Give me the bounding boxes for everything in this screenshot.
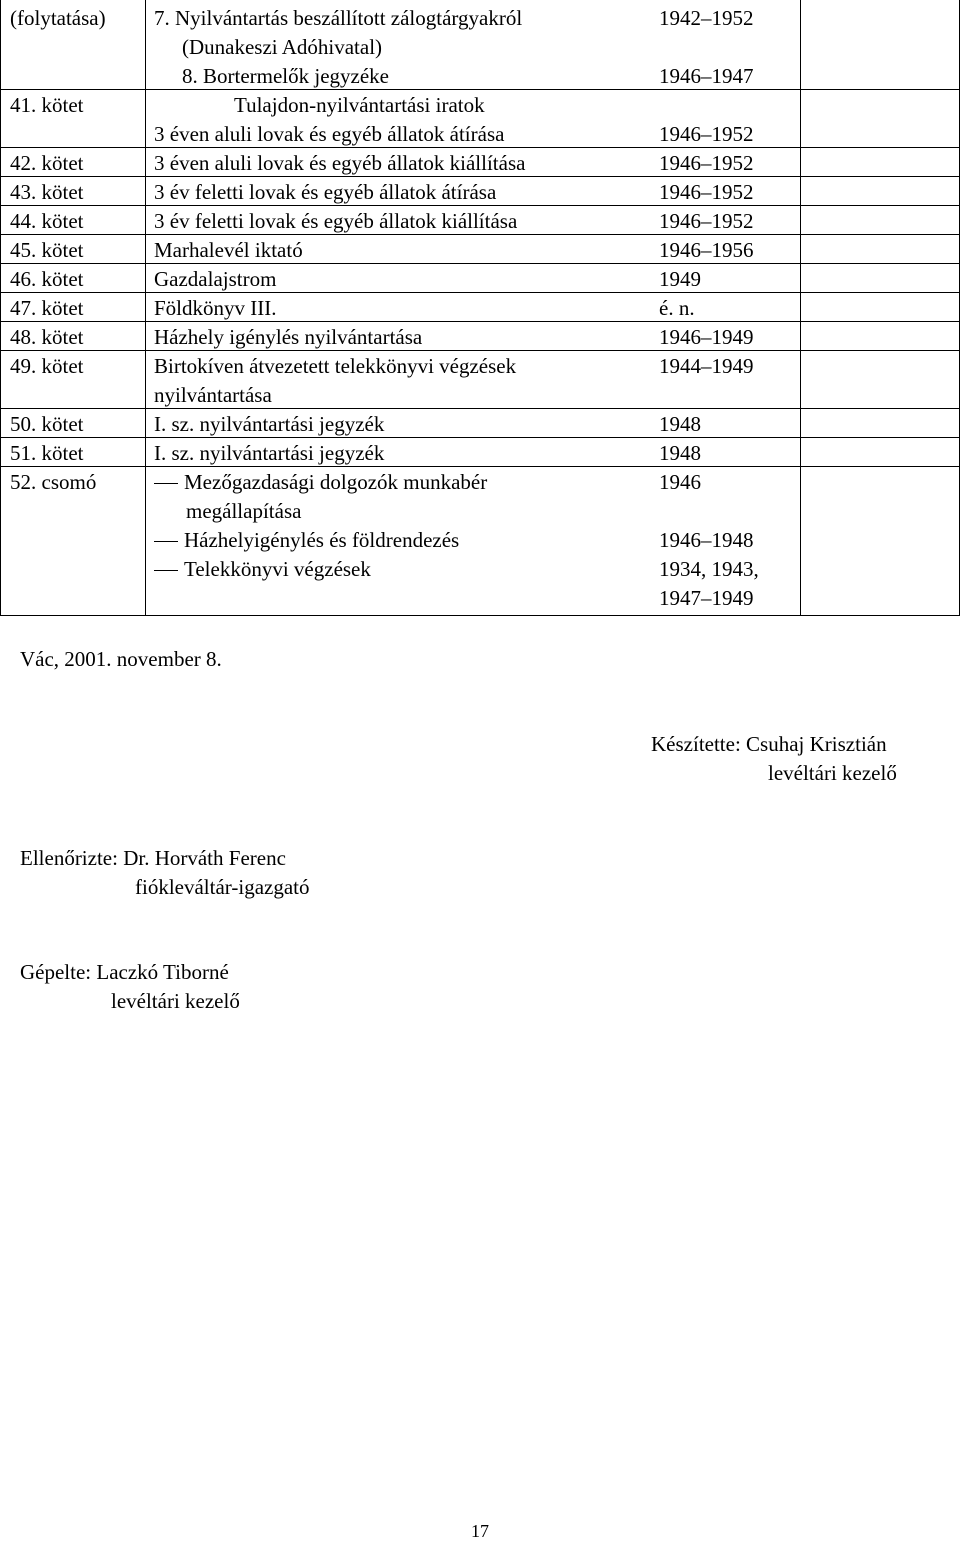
- description-text: Mezőgazdasági dolgozók munkabér: [184, 470, 488, 494]
- date-range: 1946–1952: [659, 151, 754, 175]
- page-number: 17: [471, 1521, 489, 1541]
- description-line: [154, 178, 496, 207]
- description-text: 3 év feletti lovak és egyéb állatok átírása: [154, 180, 497, 204]
- volume-id: 51. kötet: [10, 441, 84, 465]
- date-range: 1946–1952: [659, 180, 754, 204]
- volume-id: 42. kötet: [10, 151, 84, 175]
- date-range: 1947–1949: [659, 586, 754, 610]
- row-divider: [0, 205, 960, 206]
- date-range: 1946–1947: [659, 64, 754, 88]
- description-text: Birtokíven átvezetett telekkönyvi végzések: [154, 354, 517, 378]
- description-line: [154, 207, 517, 236]
- date-range: 1946–1952: [659, 209, 754, 233]
- dash-bullet: [154, 541, 178, 542]
- date-range: 1948: [659, 441, 701, 465]
- description-text: Marhalevél iktató: [154, 238, 303, 262]
- volume-id: 48. kötet: [10, 325, 84, 349]
- table-row: [0, 352, 960, 410]
- archive-inventory-table: [0, 0, 960, 616]
- description-line: [154, 555, 371, 584]
- date-range: 1946–1952: [659, 122, 754, 146]
- description-line: [182, 33, 382, 62]
- description-line: [154, 323, 422, 352]
- description-line: [154, 439, 384, 468]
- checked-by: Ellenőrizte: Dr. Horváth Ferenc: [20, 846, 286, 870]
- table-row: [0, 178, 960, 207]
- date-range: 1944–1949: [659, 354, 754, 378]
- table-row: [0, 323, 960, 352]
- dash-bullet: [154, 483, 178, 484]
- row-divider: [0, 350, 960, 351]
- place-date: Vác, 2001. november 8.: [20, 647, 222, 671]
- row-divider: [0, 147, 960, 148]
- row-divider: [0, 292, 960, 293]
- description-text: Gazdalajstrom: [154, 267, 277, 291]
- table-row: [0, 439, 960, 468]
- typed-by: Gépelte: Laczkó Tiborné: [20, 960, 229, 984]
- volume-id: 43. kötet: [10, 180, 84, 204]
- date-range: 1942–1952: [659, 6, 754, 30]
- description-line: [154, 526, 459, 555]
- table-row: [0, 149, 960, 178]
- description-text: Házhely igénylés nyilvántartása: [154, 325, 423, 349]
- description-text: Földkönyv III.: [154, 296, 277, 320]
- description-text: 8. Bortermelők jegyzéke: [182, 64, 390, 88]
- description-text: Házhelyigénylés és földrendezés: [184, 528, 460, 552]
- table-row: [0, 236, 960, 265]
- description-text: (Dunakeszi Adóhivatal): [182, 35, 383, 59]
- description-text: 7. Nyilvántartás beszállított zálogtárgyakról: [154, 6, 523, 30]
- table-row: [0, 207, 960, 236]
- volume-id: 50. kötet: [10, 412, 84, 436]
- description-line: [234, 91, 485, 120]
- description-line: [154, 265, 276, 294]
- description-line: [154, 120, 504, 149]
- volume-id: 49. kötet: [10, 354, 84, 378]
- volume-id: (folytatása): [10, 6, 106, 30]
- table-row: [0, 91, 960, 149]
- description-text: I. sz. nyilvántartási jegyzék: [154, 441, 385, 465]
- prepared-role: levéltári kezelő: [768, 761, 897, 785]
- volume-id: 52. csomó: [10, 470, 97, 494]
- description-text: I. sz. nyilvántartási jegyzék: [154, 412, 385, 436]
- description-text: nyilvántartása: [154, 383, 272, 407]
- description-text: 3 év feletti lovak és egyéb állatok kiállítása: [154, 209, 518, 233]
- table-row: [0, 4, 960, 91]
- row-divider: [0, 437, 960, 438]
- description-line: [154, 4, 522, 33]
- checked-role: fiókleváltár-igazgató: [135, 875, 310, 899]
- description-text: megállapítása: [186, 499, 302, 523]
- description-line: [154, 468, 487, 497]
- volume-id: 45. kötet: [10, 238, 84, 262]
- table-row: [0, 265, 960, 294]
- prepared-by: Készítette: Csuhaj Krisztián: [651, 732, 887, 756]
- description-line: [154, 381, 272, 410]
- description-line: [154, 149, 525, 178]
- description-line: [154, 352, 516, 381]
- date-range: 1946–1949: [659, 325, 754, 349]
- description-text: 3 éven aluli lovak és egyéb állatok átírása: [154, 122, 505, 146]
- date-range: 1946–1948: [659, 528, 754, 552]
- volume-id: 44. kötet: [10, 209, 84, 233]
- row-divider: [0, 321, 960, 322]
- table-border-bottom: [0, 615, 960, 616]
- description-line: [154, 236, 303, 265]
- date-range: 1934, 1943,: [659, 557, 759, 581]
- date-range: 1949: [659, 267, 701, 291]
- description-text: Telekkönyvi végzések: [184, 557, 371, 581]
- table-row: [0, 294, 960, 323]
- volume-id: 47. kötet: [10, 296, 84, 320]
- date-range: é. n.: [659, 296, 695, 320]
- table-row: [0, 468, 960, 613]
- row-divider: [0, 408, 960, 409]
- date-range: 1948: [659, 412, 701, 436]
- row-divider: [0, 176, 960, 177]
- volume-id: 46. kötet: [10, 267, 84, 291]
- volume-id: 41. kötet: [10, 93, 84, 117]
- dash-bullet: [154, 570, 178, 571]
- description-line: [186, 497, 301, 526]
- row-divider: [0, 466, 960, 467]
- row-divider: [0, 234, 960, 235]
- typed-role: levéltári kezelő: [111, 989, 240, 1013]
- description-text: Tulajdon-nyilvántartási iratok: [234, 93, 485, 117]
- description-line: [154, 294, 277, 323]
- date-range: 1946: [659, 470, 701, 494]
- row-divider: [0, 89, 960, 90]
- description-text: 3 éven aluli lovak és egyéb állatok kiállítása: [154, 151, 526, 175]
- row-divider: [0, 263, 960, 264]
- description-line: [154, 410, 384, 439]
- table-row: [0, 410, 960, 439]
- description-line: [182, 62, 389, 91]
- date-range: 1946–1956: [659, 238, 754, 262]
